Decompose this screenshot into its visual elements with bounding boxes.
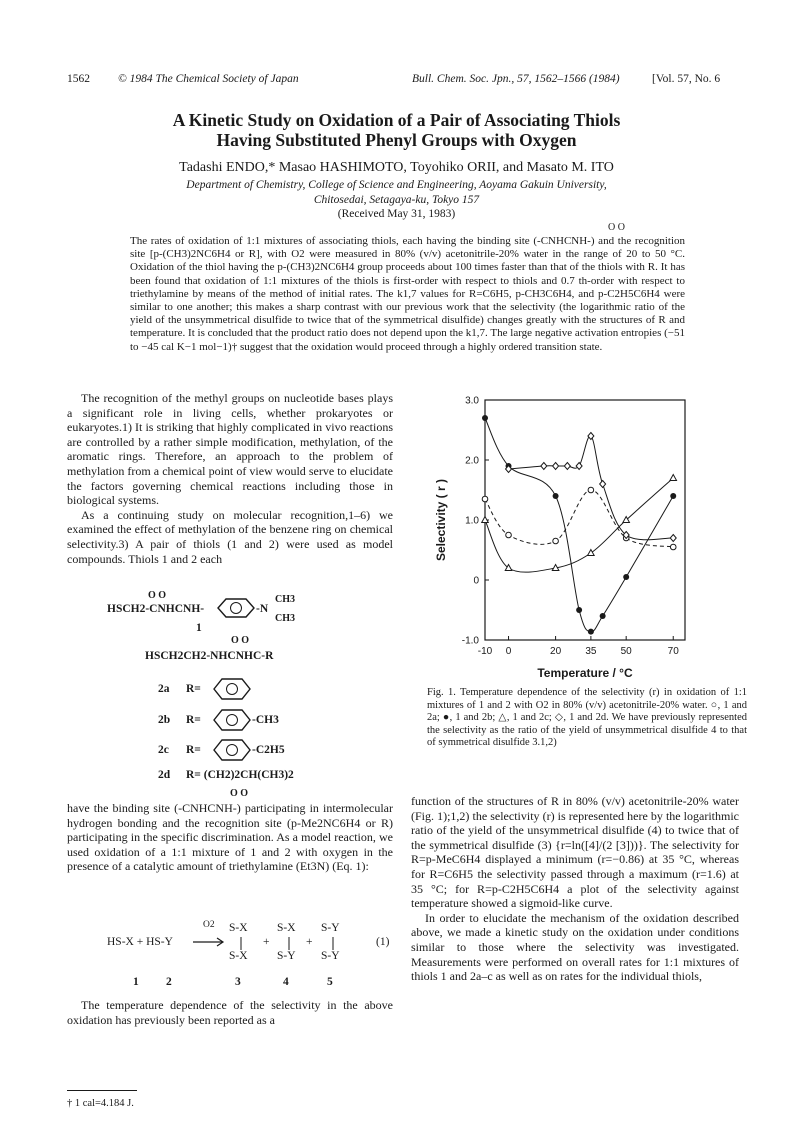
series-1-and-2b-point bbox=[600, 613, 606, 619]
compound-label-1: 1 bbox=[196, 622, 202, 634]
x-tick-label: 70 bbox=[667, 646, 679, 657]
product3-top: S-X bbox=[229, 922, 248, 934]
plus-sign-1: + bbox=[263, 936, 270, 948]
product3-bottom: S-X bbox=[229, 950, 248, 962]
abstract: The rates of oxidation of 1:1 mixtures of associating thiols, each having the binding site (-CNHCNH-) and the recognition site [p-(CH3)2NC6H4 or R], with O2 were measured in 80% (v/v) acetonitrile-20% water in the range of 20 to 50 °C. Oxidation of the thiol having the p-(CH3)2NC6H4 group proceeds about 100 times faster than that of the thiols with R. It has been found that oxidation of 1:1 mixtures of the thiols is first-order with respect to thiols and 0.7 th-order with respect to triethylamine by means of the method of initial rates. The k1,7 values for R=C6H5, p-CH3C6H4, and p-C2H5C6H4 were similar to one another; this makes a sharp contrast with our previous work that the selectivity (the logarithmic ratio of the yield of the unsymmetrical disulfide to twice that of the symmetrical disulfide) changes greatly with the structures of R and temperature. It is concluded that the product ratio does not depend upon the k1,7. The large negative activation entropies (−51 to −45 cal K−1 mol−1)† suggest that the oxidation would proceed through a highly ordered transition state. bbox=[130, 235, 685, 353]
product5-top: S-Y bbox=[321, 922, 340, 934]
thiol1-formula: HSCH2-CNHCNH- bbox=[107, 603, 205, 615]
plus-sign-2: + bbox=[306, 936, 313, 948]
tolyl-ring-2b bbox=[208, 707, 256, 733]
eq-compound-2: 2 bbox=[166, 976, 172, 988]
footnote: † 1 cal=4.184 J. bbox=[67, 1098, 134, 1109]
series-1-and-2d-point bbox=[576, 463, 582, 470]
thiol2-carbonyl-oo: O O bbox=[231, 635, 250, 646]
left-column-bottom bbox=[67, 998, 393, 1027]
isoamyl-group-2d: R= (CH2)2CH(CH3)2 bbox=[186, 769, 294, 781]
paragraph-binding-site: have the binding site (-CNHCNH-) participating in intermolecular hydrogen bonding and the recognition site (p-Me2NC6H4 or R) participating in the specific discrimination. As a model reaction, we used oxidation of a 1:1 mixture of 1 and 2 with oxygen in the presence of a catalytic amount of triethylamine (Et3N) (Eq. 1): bbox=[67, 801, 393, 874]
ethyl-substituent-2c: -C2H5 bbox=[252, 744, 285, 756]
paragraph-temperature: The temperature dependence of the selectivity in the above oxidation has previously been reported as a bbox=[67, 998, 393, 1027]
series-1-and-2c-point bbox=[670, 475, 677, 481]
affiliation-line1: Department of Chemistry, College of Science and Engineering, Aoyama Gakuin University, bbox=[186, 179, 607, 191]
series-1-and-2a-point bbox=[482, 496, 488, 502]
y-tick-label: 3.0 bbox=[465, 395, 479, 407]
selectivity-chart bbox=[425, 388, 705, 682]
eq-compound-1: 1 bbox=[133, 976, 139, 988]
phenyl-ring-2a bbox=[208, 676, 256, 702]
figure-caption: Fig. 1. Temperature dependence of the selectivity (r) in oxidation of 1:1 mixtures of 1 and 2 with O2 in 80% (v/v) acetonitrile-20% water. ○, 1 and 2a; ●, 1 and 2b; △, 1 and 2c; ◇, 1 and 2d. We have previously represented the selectivity as the ratio of the yield of unsymmetrical disulfide 4 to that of symmetrical disulfide 3.1,2) bbox=[427, 687, 747, 749]
paper-title-line2: Having Substituted Phenyl Groups with Oxygen bbox=[216, 130, 577, 150]
series-1-and-2d-point bbox=[541, 463, 547, 470]
series-1-and-2a-point bbox=[553, 538, 559, 544]
chart-axes bbox=[434, 396, 685, 681]
x-tick-label: 20 bbox=[550, 646, 562, 657]
r-equals-2b: R= bbox=[186, 714, 201, 726]
equation-oxygen: O2 bbox=[203, 920, 215, 930]
equation-number: (1) bbox=[376, 936, 390, 948]
series-1-and-2a-point bbox=[588, 487, 594, 493]
disulfide-bonds bbox=[236, 936, 346, 952]
x-tick-label: -10 bbox=[477, 646, 493, 657]
author-list: Tadashi ENDO,* Masao HASHIMOTO, Toyohiko ORII, and Masato M. ITO bbox=[179, 160, 614, 175]
series-1-and-2a-point bbox=[670, 544, 676, 550]
series-1-and-2b-point bbox=[553, 493, 559, 499]
series-1-and-2d-point bbox=[600, 481, 606, 488]
volume-number: [Vol. 57, No. 6 bbox=[652, 73, 721, 85]
copyright-line: © 1984 The Chemical Society of Japan bbox=[118, 73, 299, 85]
plot-frame bbox=[485, 400, 685, 640]
x-tick-label: 0 bbox=[505, 646, 512, 657]
x-axis-label: Temperature / °C bbox=[537, 666, 633, 680]
left-column-middle bbox=[67, 801, 393, 874]
eq-compound-4: 4 bbox=[283, 976, 289, 988]
received-date: (Received May 31, 1983) bbox=[337, 208, 456, 220]
series-1-and-2a-point bbox=[506, 532, 512, 538]
series-1-and-2c-line bbox=[485, 478, 673, 572]
label-2b: 2b bbox=[158, 714, 171, 726]
label-2c: 2c bbox=[158, 744, 169, 756]
series-1-and-2b-point bbox=[670, 493, 676, 499]
series-1-and-2d-point bbox=[588, 433, 594, 440]
paragraph-kinetic-study: In order to elucidate the mechanism of the oxidation described above, we made a kinetic study on the oxidation under conditions similar to those where the selectivity was investigated. Measurements were performed on overall rates for 1:1 mixtures of thiols 1 and 2a–c as well as on rates for the individual thiols, bbox=[411, 910, 739, 984]
series-1-and-2d-point bbox=[553, 463, 559, 470]
paragraph-selectivity: function of the structures of R in 80% (v/v) acetonitrile-20% water (Fig. 1);1,2) the selectivity (r) is represented here by the logarithmic ratio of the yield of the unsymmetrical disulfide (4) to twice that of the symmetrical disulfide (3) {r=ln([4]/(2 [3]))}. The selectivity for R=p-MeC6H4 displayed a minimum (r=−0.86) at 35 °C, whereas for R=C6H5 the selectivity passed through a maximum (r=1.6) at 35 °C; for R=p-C2H5C6H4 a plot of the selectivity against temperature showed a sigmoid-like curve. bbox=[411, 794, 739, 911]
series-1-and-2b-point bbox=[623, 574, 629, 580]
y-tick-label: 1.0 bbox=[465, 515, 479, 527]
affiliation bbox=[0, 178, 793, 208]
paper-title-line1: A Kinetic Study on Oxidation of a Pair of Associating Thiols bbox=[172, 110, 621, 130]
ethylphenyl-ring-2c bbox=[208, 737, 256, 763]
product5-bottom: S-Y bbox=[321, 950, 340, 962]
thiol1-methyl-bottom: CH3 bbox=[275, 613, 295, 624]
x-tick-label: 35 bbox=[585, 646, 597, 657]
y-axis-label: Selectivity ( r ) bbox=[434, 478, 448, 562]
thiol1-nitrogen: -N bbox=[256, 603, 269, 615]
label-2a: 2a bbox=[158, 683, 170, 695]
paragraph-intro: The recognition of the methyl groups on nucleotide bases plays a significant role in living cells, whether prokaryotes or eukaryotes.1) It is striking that highly complicated in vivo reactions are controlled by a rather simple modification, methylation, of the aromatic rings. Therefore, an approach to the problem of methylation from a chemical point of view would serve to elucidate the factors governing chemical reactions including those in biological systems. bbox=[67, 391, 393, 508]
binding-site-oo: O O bbox=[230, 788, 249, 799]
paragraph-continuing: As a continuing study on molecular recognition,1–6) we examined the effect of methylation of the benzene ring on chemical selectivity.3) A pair of thiols (1 and 2) were used as model compounds. Thiols 1 and 2 each bbox=[67, 507, 393, 566]
thiol2-formula: HSCH2CH2-NHCNHC-R bbox=[145, 650, 274, 662]
equation-reactants: HS-X + HS-Y bbox=[107, 936, 173, 948]
series-1-and-2d-point bbox=[670, 535, 676, 542]
r-equals-2c: R= bbox=[186, 744, 201, 756]
thiol1-carbonyl-oo: O O bbox=[148, 590, 167, 601]
reaction-arrow-icon bbox=[192, 936, 226, 948]
series-1-and-2c-point bbox=[588, 550, 595, 556]
y-tick-label: -1.0 bbox=[461, 635, 479, 647]
series-1-and-2d-point bbox=[564, 463, 570, 470]
benzene-ring-thiol1 bbox=[212, 596, 260, 620]
label-2d: 2d bbox=[158, 769, 171, 781]
series-1-and-2b-point bbox=[588, 629, 594, 635]
series-1-and-2b-point bbox=[482, 415, 488, 421]
y-tick-label: 0 bbox=[473, 575, 479, 587]
right-column bbox=[411, 794, 739, 984]
x-tick-label: 50 bbox=[620, 646, 632, 657]
footnote-rule bbox=[67, 1090, 137, 1091]
abstract-carbonyl-oo: O O bbox=[608, 222, 625, 233]
product4-top: S-X bbox=[277, 922, 296, 934]
journal-citation: Bull. Chem. Soc. Jpn., 57, 1562–1566 (1984) bbox=[412, 73, 620, 85]
thiol1-methyl-top: CH3 bbox=[275, 594, 295, 605]
series-1-and-2b-line bbox=[485, 418, 673, 632]
series-1-and-2a-line bbox=[485, 490, 673, 547]
series-1-and-2b-point bbox=[576, 607, 582, 613]
chart-marks bbox=[482, 415, 677, 635]
methyl-substituent-2b: -CH3 bbox=[252, 714, 279, 726]
product4-bottom: S-Y bbox=[277, 950, 296, 962]
y-tick-label: 2.0 bbox=[465, 455, 479, 467]
eq-compound-3: 3 bbox=[235, 976, 241, 988]
eq-compound-5: 5 bbox=[327, 976, 333, 988]
r-equals-2a: R= bbox=[186, 683, 201, 695]
affiliation-line2: Chitosedai, Setagaya-ku, Tokyo 157 bbox=[313, 194, 480, 206]
left-column-top bbox=[67, 391, 393, 566]
page-number: 1562 bbox=[67, 73, 90, 85]
